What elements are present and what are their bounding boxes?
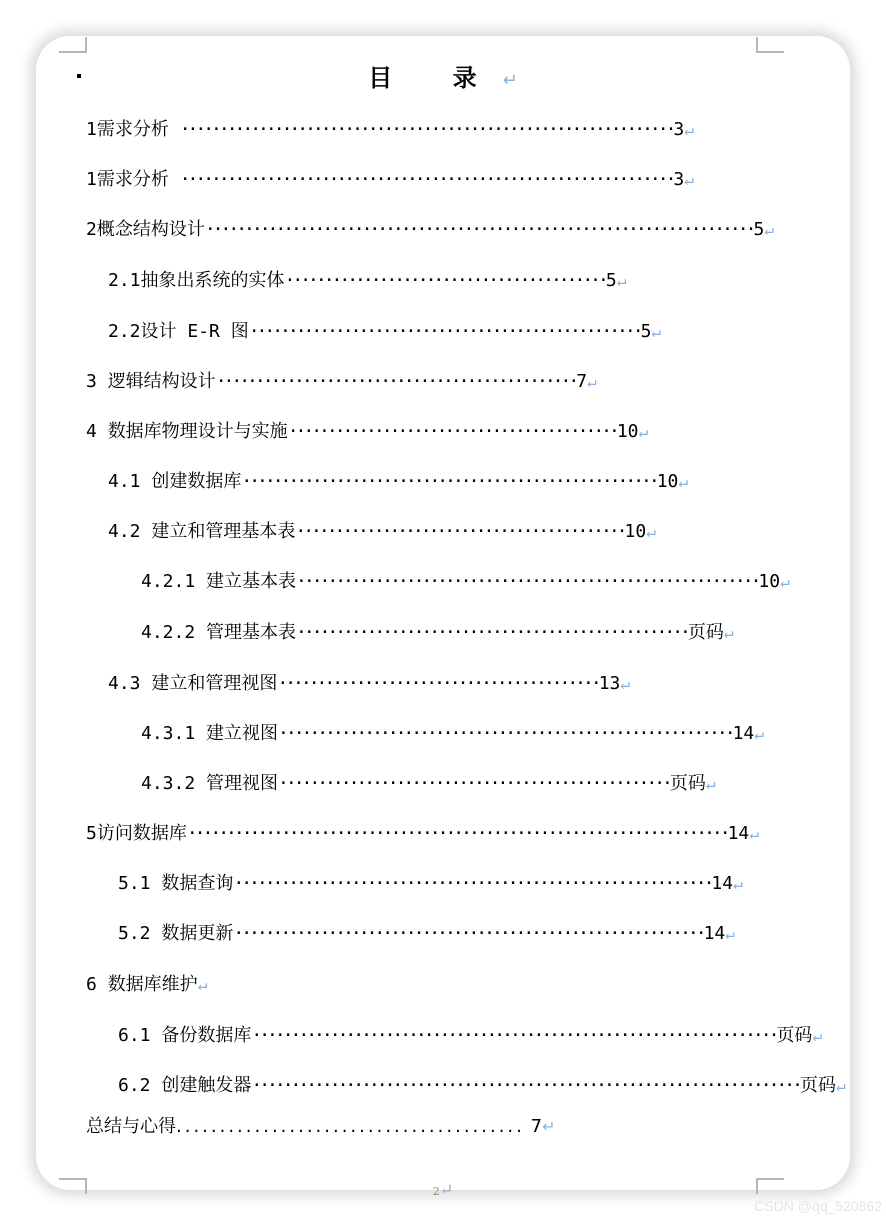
- return-mark-icon: ↵: [587, 372, 597, 391]
- toc-entry-text: 建立和管理基本表: [151, 521, 296, 542]
- toc-entry[interactable]: [108, 320, 661, 344]
- return-mark-icon: ↵: [620, 674, 631, 693]
- toc-entry-text: 访问数据库: [96, 823, 187, 844]
- return-mark-icon: ↵: [835, 1076, 846, 1095]
- watermark: CSDN @qq_520862: [754, 1198, 882, 1214]
- toc-entry-number: 2.2: [108, 321, 141, 342]
- page-number: [0, 1180, 886, 1199]
- toc-entry[interactable]: [108, 470, 688, 494]
- toc-entry-text: 7: [524, 1116, 543, 1137]
- toc-entry-text: 页码: [669, 773, 706, 794]
- return-mark-icon: ↵: [502, 70, 518, 91]
- toc-entry-text: 管理视图: [206, 773, 279, 794]
- page-number-text: 2: [432, 1185, 440, 1198]
- toc-entry-leader: ······································································: [251, 1075, 800, 1096]
- toc-entry-number: 3: [86, 371, 108, 392]
- toc-entry[interactable]: [108, 269, 626, 293]
- return-mark-icon: ↵: [542, 1117, 556, 1136]
- return-mark-icon: ↵: [197, 975, 208, 994]
- return-mark-icon: ↵: [651, 322, 662, 341]
- toc-entry-text: 管理基本表: [206, 622, 297, 643]
- toc-entry-leader: ·····························································: [233, 873, 712, 894]
- toc-entry-number: 1: [86, 119, 97, 140]
- toc-entry-number: 4: [86, 421, 108, 442]
- return-mark-icon: ↵: [780, 572, 790, 591]
- toc-entry-text: 10: [758, 571, 781, 592]
- toc-entry-leader: ·······························································: [179, 119, 674, 140]
- toc-entry-text: 建立基本表: [206, 571, 297, 592]
- toc-entry[interactable]: [141, 772, 716, 796]
- toc-entry-number: 6.1: [118, 1025, 162, 1046]
- document-page: [36, 36, 850, 1190]
- toc-entry-leader: ··············································: [215, 371, 577, 392]
- toc-entry-leader: ····························································: [233, 923, 704, 944]
- toc-entry[interactable]: [86, 1115, 555, 1139]
- toc-entry-leader: ··················································: [248, 321, 641, 342]
- toc-entry[interactable]: [86, 973, 207, 997]
- return-mark-icon: ↵: [754, 724, 764, 743]
- toc-entry-number: 1: [86, 169, 97, 190]
- toc-entry-number: 6: [86, 974, 108, 995]
- toc-entry-leader: ··········································: [287, 421, 617, 442]
- toc-title-text: 目 录: [368, 64, 503, 92]
- toc-entry-number: 4.2: [108, 521, 152, 542]
- toc-entry[interactable]: [86, 420, 648, 444]
- toc-entry-leader: ··················································: [296, 622, 688, 643]
- toc-entry-text: 页码: [776, 1025, 813, 1046]
- toc-entry-text: 逻辑结构设计: [107, 371, 216, 392]
- toc-entry-leader: ·····················································: [241, 471, 657, 492]
- return-mark-icon: ↵: [684, 120, 694, 139]
- return-mark-icon: ↵: [725, 924, 735, 943]
- toc-entry-leader: ·········································: [284, 270, 606, 291]
- toc-entry-text: 5: [605, 270, 617, 291]
- toc-entry-leader: ·······························································: [179, 169, 674, 190]
- toc-entry-leader: ···························································: [296, 571, 759, 592]
- return-mark-icon: ↵: [678, 472, 689, 491]
- toc-entry[interactable]: [118, 922, 735, 946]
- toc-entry-number: 6.2: [118, 1075, 162, 1096]
- toc-entry-text: 设计 E-R 图: [140, 321, 249, 342]
- toc-entry-text: 创建触发器: [161, 1075, 252, 1096]
- toc-entry-text: 14: [711, 873, 734, 894]
- crop-mark-top-left: [59, 37, 87, 53]
- toc-entry-text: 数据查询: [161, 873, 234, 894]
- toc-entry-leader: ··········································: [295, 521, 625, 542]
- toc-entry-text: 概念结构设计: [96, 219, 205, 240]
- toc-entry-text: 14: [727, 823, 750, 844]
- toc-entry-leader: ···································································: [251, 1025, 777, 1046]
- toc-entry[interactable]: [118, 872, 743, 896]
- toc-entry-number: 4.3.1: [141, 723, 207, 744]
- return-mark-icon: ↵: [439, 1180, 454, 1199]
- toc-entry-number: 2.1: [108, 270, 141, 291]
- toc-entry-text: 5: [753, 219, 765, 240]
- toc-entry-number: 2: [86, 219, 97, 240]
- return-mark-icon: ↵: [684, 170, 694, 189]
- return-mark-icon: ↵: [616, 271, 627, 290]
- toc-entry-text: 创建数据库: [151, 471, 242, 492]
- toc-entry-text: 13: [598, 673, 621, 694]
- toc-entry-number: 4.1: [108, 471, 152, 492]
- crop-mark-top-right: [756, 37, 784, 53]
- toc-entry-text: 3: [673, 119, 685, 140]
- toc-entry-text: 7: [576, 371, 588, 392]
- toc-entry-number: 4.3.2: [141, 773, 207, 794]
- return-mark-icon: ↵: [749, 824, 759, 843]
- toc-entry-leader: ........................................: [176, 1116, 525, 1137]
- toc-entry-text: 5: [640, 321, 652, 342]
- toc-title: [0, 61, 886, 98]
- toc-entry-leader: ··························································: [278, 723, 733, 744]
- return-mark-icon: ↵: [646, 522, 656, 541]
- toc-entry-number: 4.2.2: [141, 622, 207, 643]
- toc-entry-text: 建立视图: [206, 723, 279, 744]
- toc-entry-leader: ··················································: [278, 773, 670, 794]
- toc-entry-text: 建立和管理视图: [151, 673, 278, 694]
- toc-entry[interactable]: [86, 370, 597, 394]
- toc-entry-number: 5: [86, 823, 97, 844]
- toc-entry[interactable]: [141, 722, 764, 746]
- toc-entry[interactable]: [118, 1074, 846, 1098]
- toc-entry-text: 总结与心得: [86, 1116, 176, 1137]
- toc-entry-number: 4.2.1: [141, 571, 207, 592]
- toc-entry-text: 10: [624, 521, 647, 542]
- toc-entry-leader: ······································································: [204, 219, 754, 240]
- toc-entry-text: 页码: [799, 1075, 836, 1096]
- toc-entry-text: 备份数据库: [161, 1025, 252, 1046]
- toc-entry-number: 5.2: [118, 923, 162, 944]
- toc-entry-text: 抽象出系统的实体: [140, 270, 285, 291]
- toc-entry[interactable]: [108, 672, 630, 696]
- toc-entry-text: 数据更新: [161, 923, 234, 944]
- toc-entry[interactable]: [141, 621, 734, 645]
- toc-entry[interactable]: [86, 218, 774, 242]
- toc-entry[interactable]: [86, 118, 694, 142]
- toc-entry-number: 4.3: [108, 673, 152, 694]
- return-mark-icon: ↵: [638, 422, 649, 441]
- toc-entry[interactable]: [141, 570, 790, 594]
- toc-entry-text: 需求分析: [96, 169, 180, 190]
- toc-entry-text: 10: [656, 471, 679, 492]
- toc-entry-leader: ·········································: [277, 673, 599, 694]
- return-mark-icon: ↵: [723, 623, 734, 642]
- return-mark-icon: ↵: [812, 1026, 823, 1045]
- toc-entry-number: 5.1: [118, 873, 162, 894]
- return-mark-icon: ↵: [733, 874, 743, 893]
- toc-entry-leader: ·····································································: [186, 823, 728, 844]
- toc-entry[interactable]: [118, 1024, 822, 1048]
- toc-entry-text: 3: [673, 169, 685, 190]
- return-mark-icon: ↵: [764, 220, 774, 239]
- toc-entry-text: 数据库维护: [107, 974, 198, 995]
- toc-entry[interactable]: [108, 520, 656, 544]
- toc-entry-text: 14: [732, 723, 755, 744]
- return-mark-icon: ↵: [705, 774, 716, 793]
- toc-entry[interactable]: [86, 822, 759, 846]
- toc-entry-text: 页码: [687, 622, 724, 643]
- toc-entry[interactable]: [86, 168, 694, 192]
- toc-entry-text: 14: [703, 923, 726, 944]
- toc-entry-text: 数据库物理设计与实施: [107, 421, 288, 442]
- toc-entry-text: 10: [616, 421, 639, 442]
- toc-entry-text: 需求分析: [96, 119, 180, 140]
